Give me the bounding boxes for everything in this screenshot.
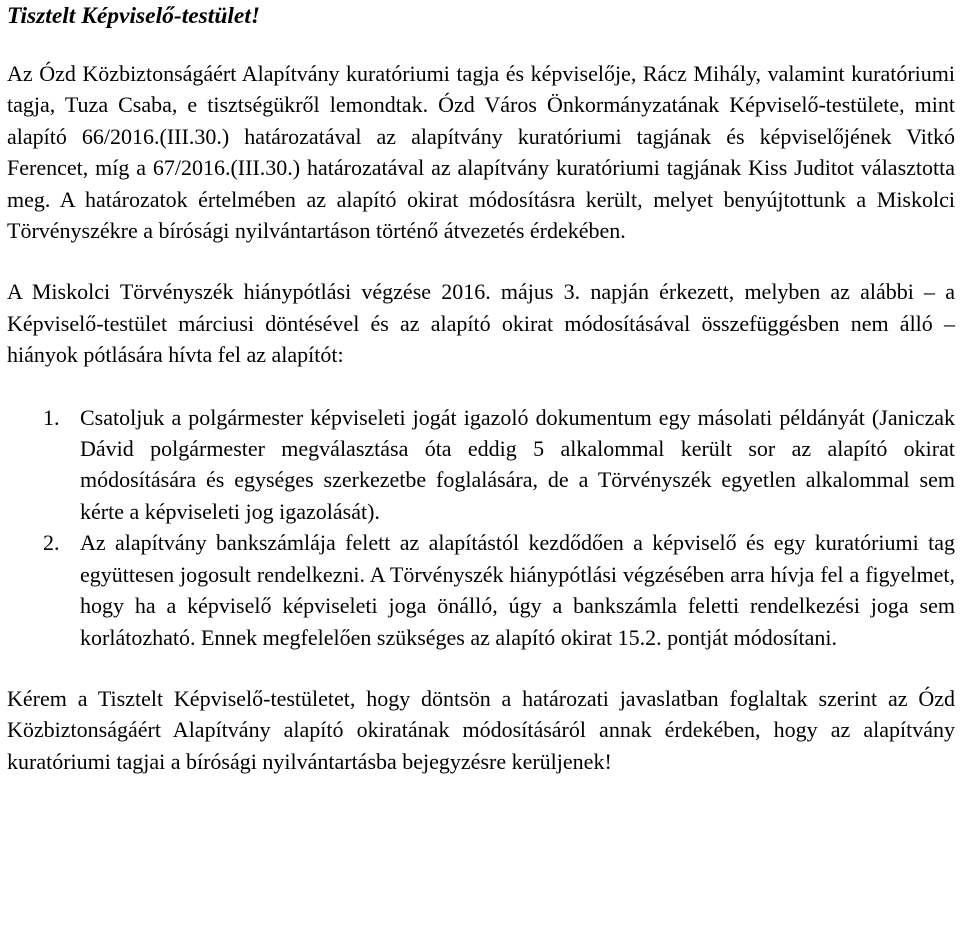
- deficiency-list: [7, 402, 955, 653]
- court-notice-paragraph: A Miskolci Törvényszék hiánypótlási végzése 2016. május 3. napján érkezett, melyben az alábbi – a Képviselő-testület márciusi döntésével és az alapító okirat módosításával összefüggésben nem álló – hiányok pótlására hívta fel az alapítót:: [7, 279, 955, 368]
- intro-paragraph: Az Ózd Közbiztonságáért Alapítvány kuratóriumi tagja és képviselője, Rácz Mihály, valamint kuratóriumi tagja, Tuza Csaba, e tisztségükről lemondtak. Ózd Város Önkormányzatának Képviselő-testülete, mint alapító 66/2016.(III.30.) határozatával az alapítvány kuratóriumi tagjának és képviselőjének Vitkó Ferencet, míg a 67/2016.(III.30.) határozatával az alapítvány kuratóriumi tagjának Kiss Juditot választotta meg. A határozatok értelmében az alapító okirat módosításra került, melyet benyújtottunk a Miskolci Törvényszékre a bírósági nyilvántartáson történő átvezetés érdekében.: [7, 61, 955, 244]
- document-title: Tisztelt Képviselő-testület!: [7, 3, 261, 29]
- list-item-text: Az alapítvány bankszámlája felett az alapítástól kezdődően a képviselő és egy kuratóriumi tag együttesen jogosult rendelkezni. A Törvényszék hiánypótlási végzésében arra hívja fel a figyelmet, hogy ha a képviselő képviseleti joga önálló, úgy a bankszámla feletti rendelkezési joga sem korlátozható. Ennek megfelelően szükséges az alapító okirat 15.2. pontját módosítani.: [80, 530, 955, 650]
- list-item-number: 2.: [43, 530, 60, 556]
- list-item: [7, 527, 955, 653]
- document-page: [7, 0, 955, 777]
- list-item-number: 1.: [43, 404, 60, 430]
- list-item: [7, 402, 955, 528]
- list-item-text: Csatoljuk a polgármester képviseleti jogát igazoló dokumentum egy másolati példányát (Janiczak Dávid polgármester megválasztása óta eddig 5 alkalommal került sor az alapító okirat módosítására és egységes szerkezetbe foglalására, de a Törvényszék egyetlen alkalommal sem kérte a képviseleti jog igazolását).: [80, 404, 955, 524]
- closing-request-paragraph: Kérem a Tisztelt Képviselő-testületet, hogy döntsön a határozati javaslatban foglaltak szerint az Ózd Közbiztonságáért Alapítvány alapító okiratának módosításáról annak érdekében, hogy az alapítvány kuratóriumi tagjai a bírósági nyilvántartásba bejegyzésre kerüljenek!: [7, 685, 955, 774]
